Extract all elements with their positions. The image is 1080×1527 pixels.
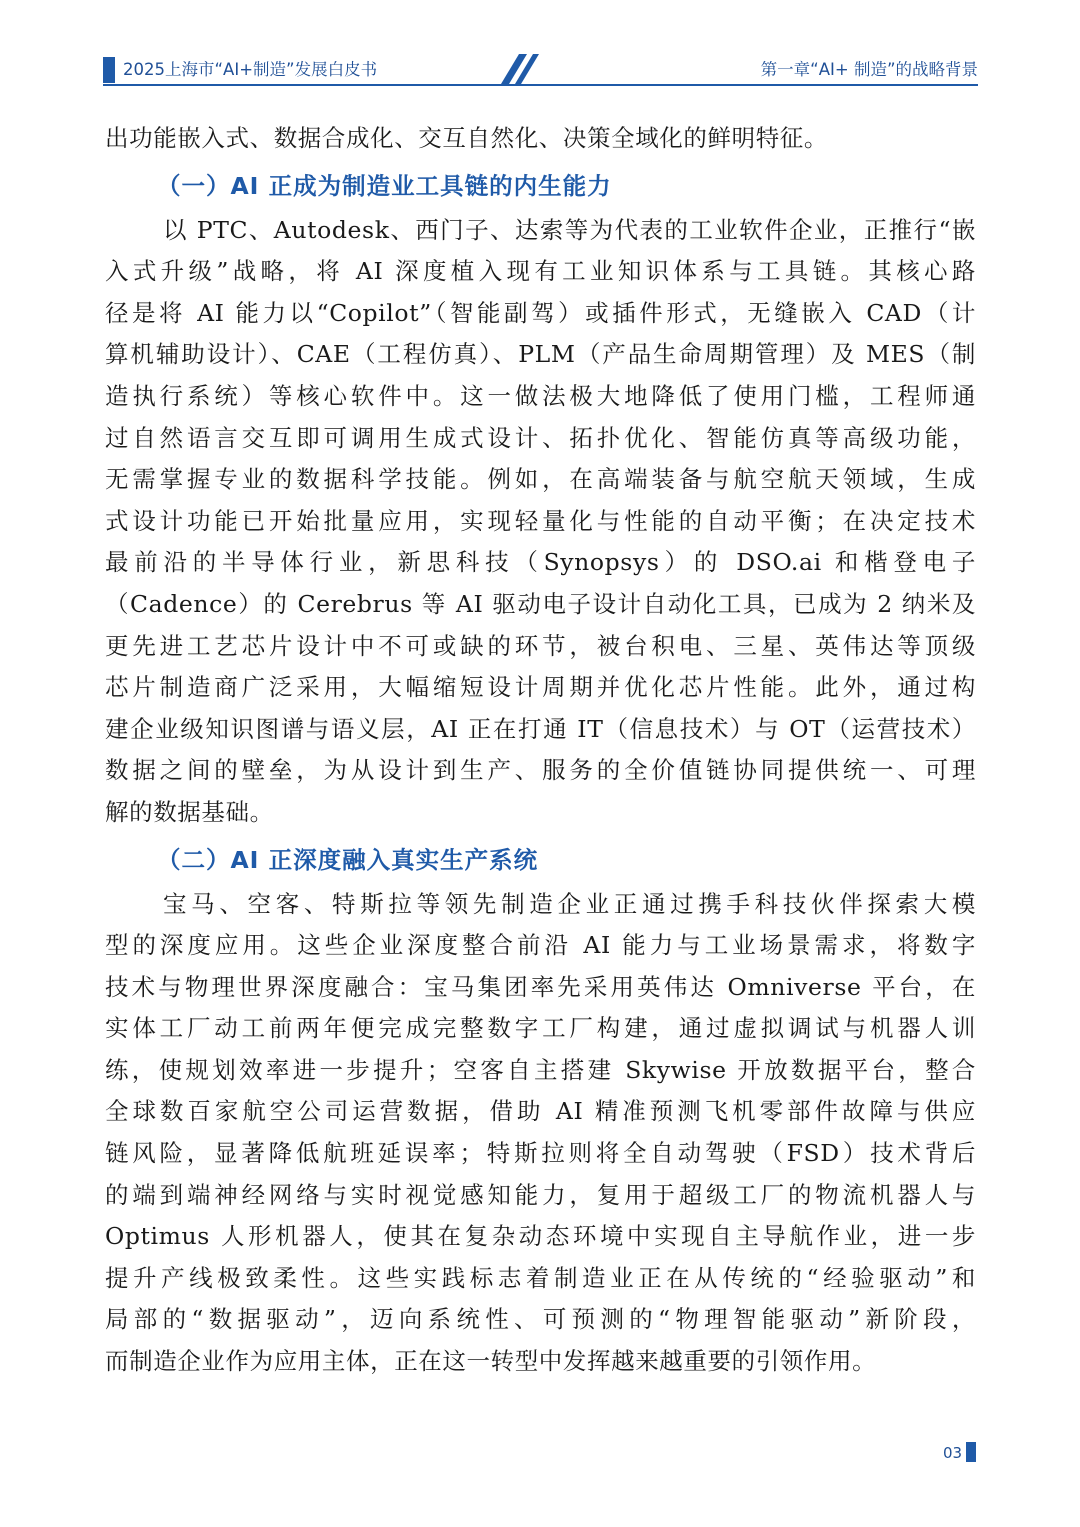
header-slash-decoration (499, 54, 545, 84)
intro-line: 出功能嵌入式、数据合成化、交互自然化、决策全域化的鲜明特征。 (105, 124, 828, 152)
paragraph-line: 练，使规划效率进一步提升；空客自主搭建 Skywise 开放数据平台，整合 (105, 1055, 976, 1084)
paragraph-line: 而制造企业作为应用主体，正在这一转型中发挥越来越重要的引领作用。 (105, 1347, 877, 1376)
document-title: 2025上海市“AI+制造”发展白皮书 (123, 60, 378, 79)
paragraph-line: 径是将 AI 能力以“Copilot”（智能副驾）或插件形式，无缝嵌入 CAD（计 (105, 298, 976, 327)
paragraph-line: 过自然语言交互即可调用生成式设计、拓扑优化、智能仿真等高级功能， (105, 423, 976, 452)
section-heading-1: （一）AI 正成为制造业工具链的内生能力 (157, 171, 612, 200)
paragraph-line: 型的深度应用。这些企业深度整合前沿 AI 能力与工业场景需求，将数字 (105, 931, 976, 960)
paragraph-line: 算机辅助设计）、CAE（工程仿真）、PLM（产品生命周期管理）及 MES（制 (105, 340, 976, 369)
paragraph-line: 造执行系统）等核心软件中。这一做法极大地降低了使用门槛，工程师通 (105, 381, 976, 410)
paragraph-line: 局部的“数据驱动”，迈向系统性、可预测的“物理智能驱动”新阶段， (105, 1305, 976, 1334)
header-rule (103, 84, 978, 86)
paragraph-line: 解的数据基础。 (105, 797, 274, 826)
paragraph-line: 芯片制造商广泛采用，大幅缩短设计周期并优化芯片性能。此外，通过构 (105, 673, 976, 702)
paragraph-line: 建企业级知识图谱与语义层，AI 正在打通 IT（信息技术）与 OT（运营技术） (105, 714, 976, 743)
section-1-paragraph (105, 210, 976, 834)
paragraph-line: 链风险，显著降低航班延误率；特斯拉则将全自动驾驶（FSD）技术背后 (105, 1139, 976, 1168)
page-body (105, 118, 976, 1383)
paragraph-line: 最前沿的半导体行业，新思科技（Synopsys）的 DSO.ai 和楷登电子 (105, 548, 976, 577)
paragraph-line: 入式升级”战略，将 AI 深度植入现有工业知识体系与工具链。其核心路 (105, 257, 976, 286)
paragraph-line: 以 PTC、Autodesk、西门子、达索等为代表的工业软件企业，正推行“嵌 (163, 215, 976, 244)
paragraph-line: （Cadence）的 Cerebrus 等 AI 驱动电子设计自动化工具，已成为 2 纳米及 (105, 589, 976, 618)
paragraph-line: 宝马、空客、特斯拉等领先制造企业正通过携手科技伙伴探索大模 (163, 889, 976, 918)
paragraph-line: 全球数百家航空公司运营数据，借助 AI 精准预测飞机零部件故障与供应 (105, 1097, 976, 1126)
paragraph-line: 式设计功能已开始批量应用，实现轻量化与性能的自动平衡；在决定技术 (105, 506, 976, 535)
paragraph-line: 提升产线极致柔性。这些实践标志着制造业正在从传统的“经验驱动”和 (105, 1263, 976, 1292)
section-2-paragraph (105, 884, 976, 1383)
page-header (103, 52, 978, 86)
paragraph-line: Optimus 人形机器人，使其在复杂动态环境中实现自主导航作业，进一步 (105, 1222, 976, 1251)
paragraph-line: 更先进工艺芯片设计中不可或缺的环节，被台积电、三星、英伟达等顶级 (105, 631, 976, 660)
page-number: 03 (943, 1444, 963, 1462)
paragraph-line: 实体工厂动工前两年便完成完整数字工厂构建，通过虚拟调试与机器人训 (105, 1014, 976, 1043)
chapter-title: 第一章“AI+ 制造”的战略背景 (760, 60, 978, 79)
header-accent-bar (103, 57, 115, 83)
section-heading-2: （二）AI 正深度融入真实生产系统 (157, 845, 539, 874)
paragraph-line: 数据之间的壁垒，为从设计到生产、服务的全价值链协同提供统一、可理 (105, 756, 976, 785)
paragraph-line: 技术与物理世界深度融合：宝马集团率先采用英伟达 Omniverse 平台，在 (105, 972, 976, 1001)
paragraph-line: 无需掌握专业的数据科学技能。例如，在高端装备与航空航天领域，生成 (105, 465, 976, 494)
paragraph-line: 的端到端神经网络与实时视觉感知能力，复用于超级工厂的物流机器人与 (105, 1180, 976, 1209)
page-number-marker (966, 1442, 976, 1462)
